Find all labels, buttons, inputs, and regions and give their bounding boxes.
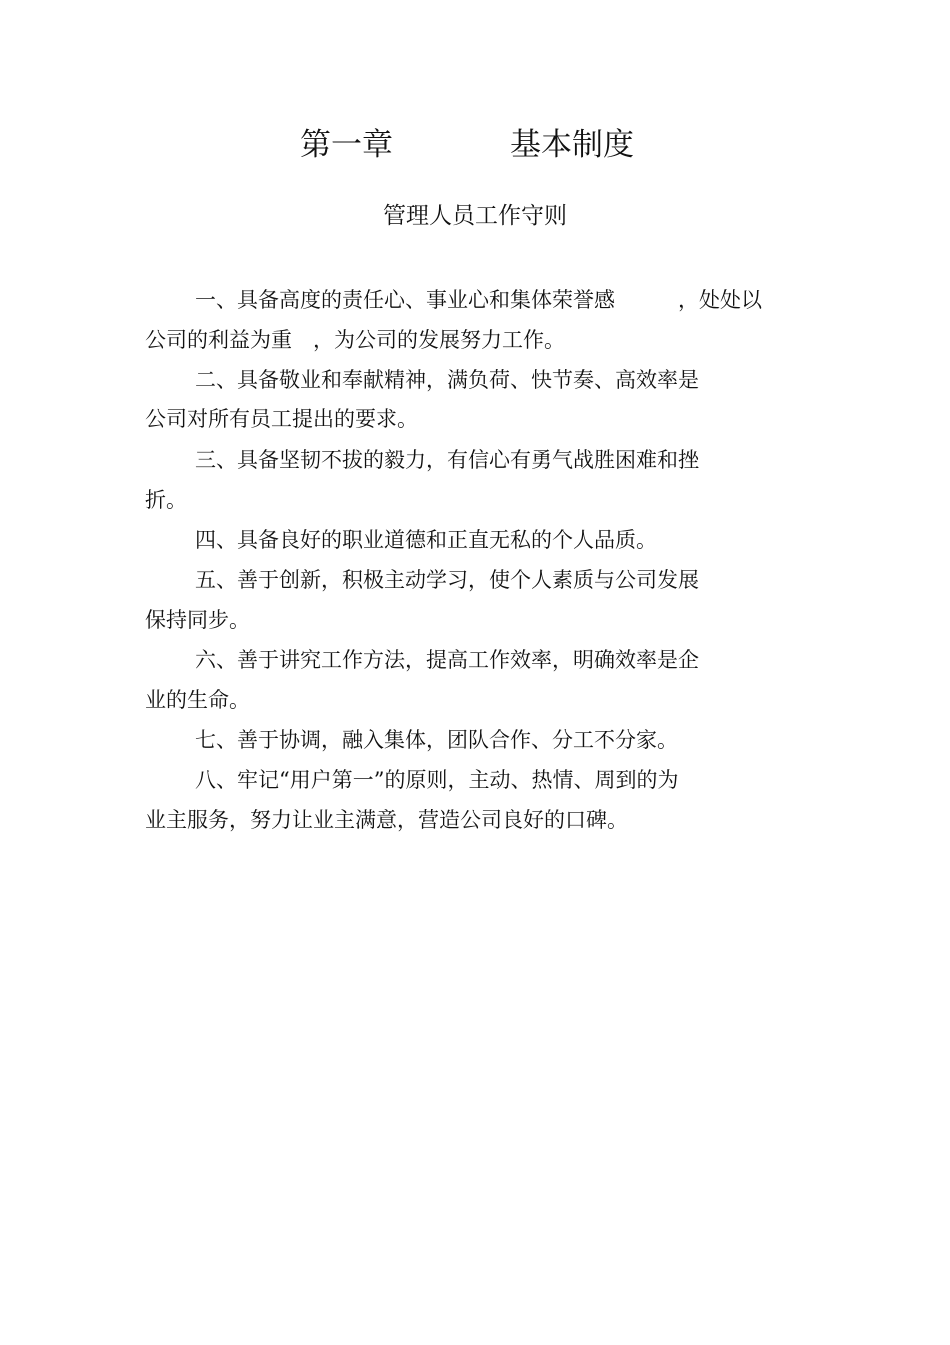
rule-line: 保持同步。 bbox=[145, 608, 250, 632]
rule-line: 业主服务，努力让业主满意，营造公司良好的口碑。 bbox=[145, 808, 628, 832]
rule-line: 公司对所有员工提出的要求。 bbox=[145, 407, 418, 431]
rule-line: 三、具备坚韧不拔的毅力，有信心有勇气战胜困难和挫 bbox=[195, 448, 699, 472]
rule-line: 公司的利益为重 ，为公司的发展努力工作。 bbox=[145, 328, 565, 352]
rule-line: 七、善于协调，融入集体，团队合作、分工不分家。 bbox=[195, 728, 678, 752]
rule-line: 二、具备敬业和奉献精神，满负荷、快节奏、高效率是 bbox=[195, 368, 699, 392]
chapter-number: 第一章 bbox=[300, 127, 393, 163]
section-title: 管理人员工作守则 bbox=[383, 203, 567, 229]
rule-line: 八、牢记“用户第一”的原则，主动、热情、周到的为 bbox=[195, 768, 679, 792]
rule-line: 业的生命。 bbox=[145, 688, 250, 712]
chapter-title bbox=[0, 122, 950, 168]
chapter-name: 基本制度 bbox=[510, 127, 634, 163]
rule-line: 五、善于创新，积极主动学习，使个人素质与公司发展 bbox=[195, 568, 699, 592]
rule-line: 折。 bbox=[145, 488, 187, 512]
rule-line: 四、具备良好的职业道德和正直无私的个人品质。 bbox=[195, 528, 657, 552]
rule-line: 一、具备高度的责任心、事业心和集体荣誉感 ，处处以 bbox=[195, 288, 762, 312]
rule-line: 六、善于讲究工作方法，提高工作效率，明确效率是企 bbox=[195, 648, 699, 672]
